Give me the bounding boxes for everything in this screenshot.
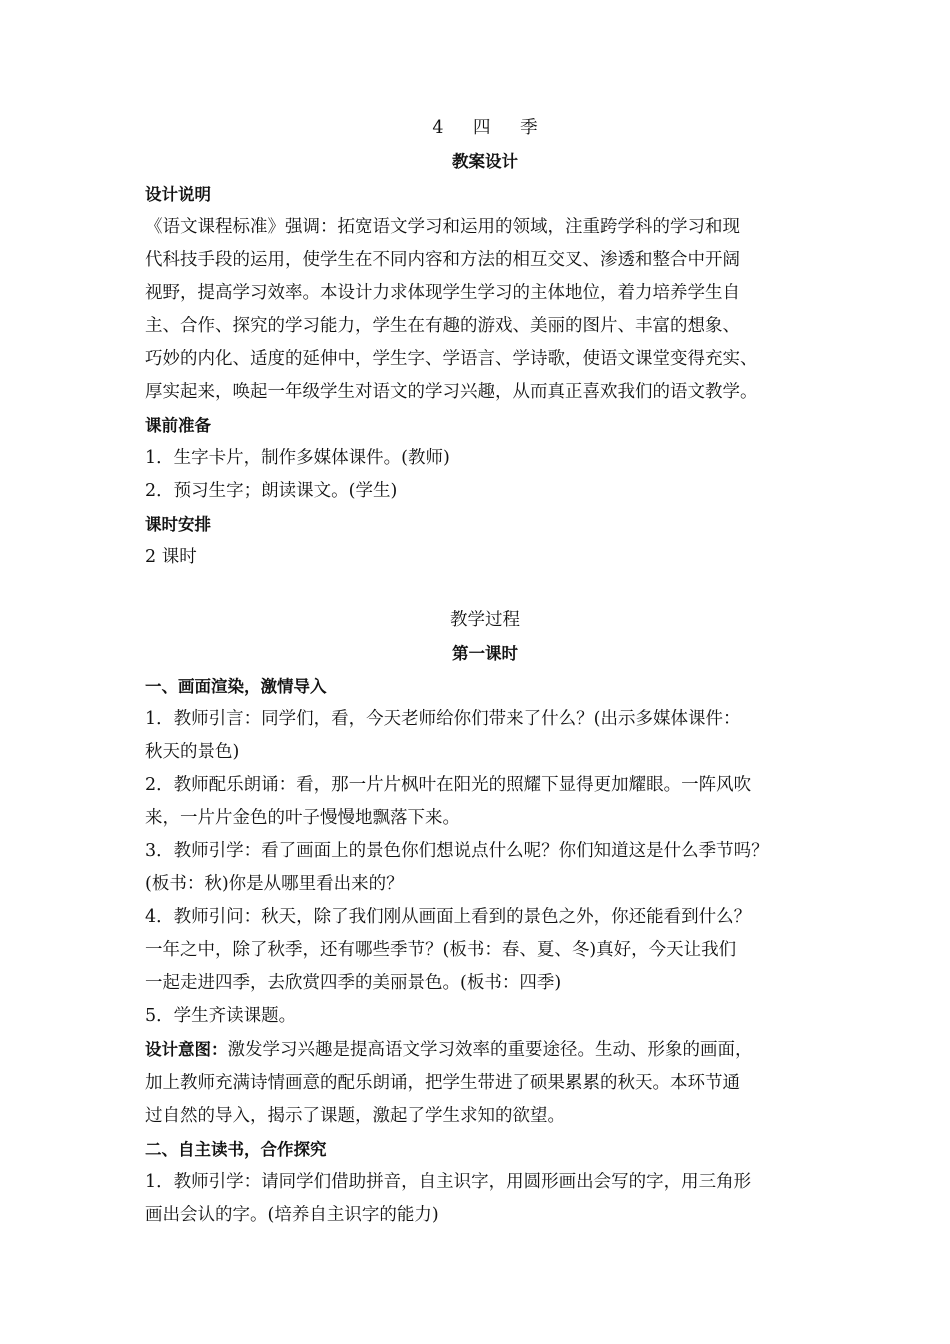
preparation-heading: 课前准备 [145, 416, 211, 435]
design-note-line: 《语文课程标准》强调：拓宽语文学习和运用的领域，注重跨学科的学习和现 [145, 217, 740, 237]
lesson-number: 第一课时 [452, 644, 518, 663]
part1-line: 1．教师引言：同学们，看，今天老师给你们带来了什么？(出示多媒体课件： [145, 709, 741, 729]
part1-heading: 一、画面渲染，激情导入 [145, 677, 327, 696]
design-note-heading: 设计说明 [145, 185, 211, 204]
part2-heading: 二、自主读书，合作探究 [145, 1140, 327, 1159]
part1-line: 5．学生齐读课题。 [145, 1006, 297, 1026]
lesson-title: 4 四 季 [432, 118, 550, 138]
part1-line: 2．教师配乐朗诵：看，那一片片枫叶在阳光的照耀下显得更加耀眼。一阵风吹 [145, 775, 752, 795]
design-intent-label: 设计意图： [145, 1040, 228, 1059]
part1-line: (板书：秋)你是从哪里看出来的？ [145, 874, 404, 894]
lesson-subtitle: 教案设计 [452, 152, 518, 171]
design-intent [145, 1033, 825, 1133]
preparation-item: 2．预习生字；朗读课文。(学生) [145, 481, 398, 501]
schedule-value: 2 课时 [145, 547, 197, 567]
preparation-item: 1．生字卡片，制作多媒体课件。(教师) [145, 448, 450, 468]
part1-line: 一起走进四季，去欣赏四季的美丽景色。(板书：四季) [145, 973, 562, 993]
design-note-line: 厚实起来，唤起一年级学生对语文的学习兴趣，从而真正喜欢我们的语文教学。 [145, 382, 758, 402]
part1-line: 来，一片片金色的叶子慢慢地飘落下来。 [145, 808, 460, 828]
design-intent-text: 激发学习兴趣是提高语文学习效率的重要途径。生动、形象的画面， [227, 1040, 753, 1060]
part2-body [145, 1166, 825, 1232]
design-intent-line: 加上教师充满诗情画意的配乐朗诵，把学生带进了硕果累累的秋天。本环节通 [145, 1073, 740, 1093]
design-intent-first-line [145, 1033, 825, 1067]
design-note-line: 代科技手段的运用，使学生在不同内容和方法的相互交叉、渗透和整合中开阔 [145, 250, 740, 270]
schedule-heading: 课时安排 [145, 515, 211, 534]
part1-line: 一年之中，除了秋季，还有哪些季节？(板书：春、夏、冬)真好，今天让我们 [145, 940, 737, 960]
lesson-plan-page [145, 112, 825, 1232]
design-intent-line: 过自然的导入，揭示了课题，激起了学生求知的欲望。 [145, 1106, 565, 1126]
part2-line: 画出会认的字。(培养自主识字的能力) [145, 1205, 439, 1225]
design-note-line: 巧妙的内化、适度的延伸中，学生字、学语言、学诗歌，使语文课堂变得充实、 [145, 349, 758, 369]
part2-line: 1．教师引学：请同学们借助拼音，自主识字，用圆形画出会写的字，用三角形 [145, 1172, 752, 1192]
design-note-body [145, 211, 825, 409]
part1-body [145, 703, 825, 1033]
part1-line: 4．教师引问：秋天，除了我们刚从画面上看到的景色之外，你还能看到什么？ [145, 907, 752, 927]
part1-line: 秋天的景色) [145, 742, 240, 762]
process-heading: 教学过程 [450, 610, 520, 630]
design-note-line: 视野，提高学习效率。本设计力求体现学生学习的主体地位，着力培养学生自 [145, 283, 740, 303]
part1-line: 3．教师引学：看了画面上的景色你们想说点什么呢？你们知道这是什么季节吗？ [145, 841, 769, 861]
design-note-line: 主、合作、探究的学习能力，学生在有趣的游戏、美丽的图片、丰富的想象、 [145, 316, 740, 336]
section-spacer [145, 574, 825, 604]
